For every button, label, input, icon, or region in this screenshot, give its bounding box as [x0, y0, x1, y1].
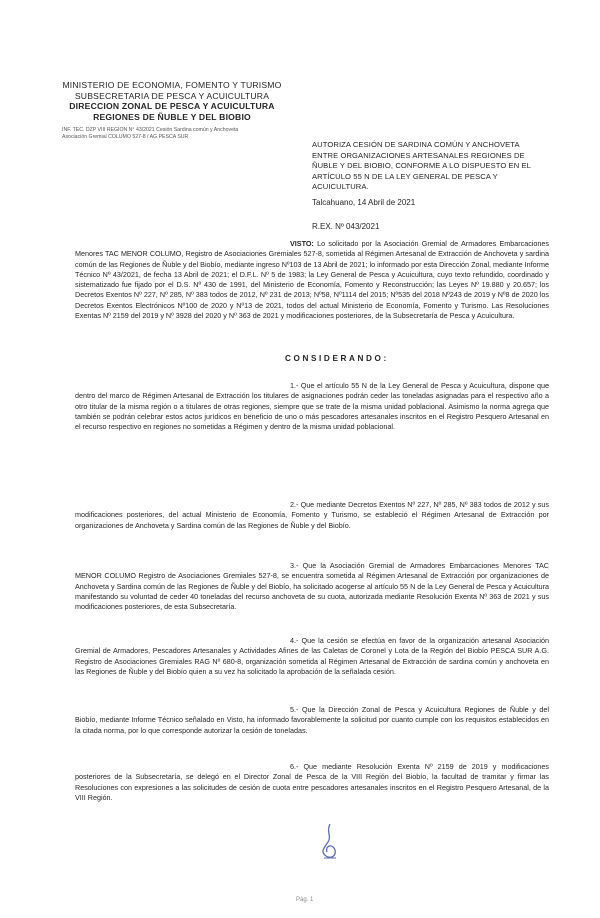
- subsecretariat-line: SUBSECRETARIA DE PESCA Y ACUICULTURA: [74, 90, 270, 101]
- zonal-direction-line: DIRECCION ZONAL DE PESCA Y ACUICULTURA: [69, 101, 275, 111]
- considerando-5: 5.- Que la Dirección Zonal de Pesca y Acuicultura Regiones de Ñuble y del Biobío, mediante Informe Técnico señalado en Visto, ha informado favorablemente la solicitud por cuanto cumple con los requisitos establecidos en la citada norma, por lo que corresponde autorizar la cesión de toneladas.: [75, 705, 549, 735]
- visto-label: VISTO:: [290, 239, 314, 248]
- reference-line-2: Asociación Gremial COLUMO 527-8 / AG PESCA SUR: [62, 133, 189, 140]
- regions-line: REGIONES DE ÑUBLE Y DEL BIOBIO: [93, 111, 251, 122]
- considerando-3: 3.- Que la Asociación Gremial de Armadores Embarcaciones Menores TAC MENOR COLUMO Registro de Asociaciones Gremiales 527-8, se encuentra sometida al Régimen Artesanal de Extracción por organizaciones de Anchoveta y Sardina común de las Regiones de Ñuble y del Biobío, ha solicitado acogerse al artículo 55 N de la Ley General de Pesca y Acuicultura manifestando su voluntad de ceder 40 toneladas del recurso anchoveta de su cuota, autorizada mediante Resolución Exenta Nº 363 de 2021 y sus modificaciones posteriores, de esta Subsecretaría.: [75, 561, 549, 612]
- visto-paragraph: [75, 239, 549, 321]
- letterhead: [62, 80, 282, 122]
- signature-mark: [316, 822, 342, 862]
- considerando-1: 1.- Que el artículo 55 N de la Ley General de Pesca y Acuicultura, dispone que dentro del marco de Régimen Artesanal de Extracción los titulares de asignaciones podrán ceder las toneladas asignadas para el respectivo año a otro titular de la misma región o a titulares de otras regiones, siempre que se trate de la misma unidad poblacional. Asimismo la norma agrega que también se podrán celebrar estos actos jurídicos en beneficio de uno o más pescadores artesanales inscritos en el Registro Pesquero Artesanal en el recurso respectivo en regiones no sometidas a Régimen y dentro de la misma unidad poblacional.: [75, 381, 549, 432]
- considerando-4: 4.- Que la cesión se efectúa en favor de la organización artesanal Asociación Gremial de Armadores, Pescadores Artesanales y Actividades Afines de las Caletas de Coronel y Lota de la Región del Biobío PESCA SUR A.G. Registro de Asociaciones Gremiales RAG Nº 680-8, organización sometida al Régimen Artesanal de Extracción de sardina común y anchoveta en las Regiones de Ñuble y del Biobío quien a su vez ha solicitado la aprobación de la señalada cesión.: [75, 636, 549, 676]
- place-date: Talcahuano, 14 Abril de 2021: [312, 198, 416, 207]
- considerando-6: 6.- Que mediante Resolución Exenta Nº 2159 de 2019 y modificaciones posteriores de la Subsecretaría, se delegó en el Director Zonal de Pesca de la VIII Región del Biobío, la facultad de tramitar y firmar las Resoluciones con expresiones a las solicitudes de cesión de cuota entre pescadores artesanales inscritos en el Registro Pesquero Artesanal, de la VIII Región.: [75, 762, 549, 802]
- considerando-heading: CONSIDERANDO:: [285, 354, 389, 363]
- considerando-2: 2.- Que mediante Decretos Exentos Nº 227, Nº 285, Nº 383 todos de 2012 y sus modificaciones posteriores, del actual Ministerio de Economía, Fomento y Turismo, se estableció el Régimen Artesanal de Extracción por organizaciones de Anchoveta y Sardina común de las Regiones de Ñuble y del Biobío.: [75, 500, 549, 530]
- resolution-subject: AUTORIZA CESIÓN DE SARDINA COMÚN Y ANCHOVETA ENTRE ORGANIZACIONES ARTESANALES REGIONES DE ÑUBLE Y DEL BIOBIO, CONFORME A LO DISPUESTO EN EL ARTÍCULO 55 N DE LA LEY GENERAL DE PESCA Y ACUICULTURA.: [312, 140, 531, 192]
- reference-line-1: INF. TEC. DZP VIII REGION N° 43/2021 Cesión Sardina común y Anchoveta: [62, 127, 239, 133]
- page-footer-mark: Pág. 1: [296, 897, 314, 903]
- reference-note: [62, 127, 292, 140]
- resolution-number: R.EX. Nº 043/2021: [312, 222, 380, 231]
- visto-text: Lo solicitado por la Asociación Gremial de Armadores Embarcaciones Menores TAC MENOR COLUMO, Registro de Asociaciones Gremiales 527-8, sometida al Régimen Artesanal de Extracción de Anchoveta y sardina común de las Regiones de Ñuble y del Biobío, mediante ingreso Nº103 de 13 Abril de 2021; lo informado por esta Dirección Zonal, mediante Informe Técnico Nº 43/2021, de fecha 13 Abril de 2021; el D.F.L. Nº 5 de 1983; la Ley General de Pesca y Acuicultura, cuyo texto refundido, coordinado y sistematizado fue fijado por el D.S. Nº 430 de 1991, del Ministerio de Economía, Fomento y Reconstrucción; las Leyes Nº 19.880 y 20.657; los Decretos Exentos Nº 227, Nº 285, Nº 383 todos de 2012, Nº 231 de 2013; Nº58, Nº1114 del 2015; Nº535 del 2018 Nº243 de 2019 y Nº8 de 2020 los Decretos Exentos Electrónicos Nº100 de 2020 y Nº13 de 2021, todos del actual Ministerio de Economía, Fomento y Turismo. Las Resoluciones Exentas Nº 2159 del 2019 y Nº 3928 del 2020 y Nº 363 de 2021 y modificaciones posteriores, de la Subsecretaría de Pesca y Acuicultura.: [75, 239, 549, 321]
- ministry-line: MINISTERIO DE ECONOMIA, FOMENTO Y TURISMO: [62, 80, 282, 90]
